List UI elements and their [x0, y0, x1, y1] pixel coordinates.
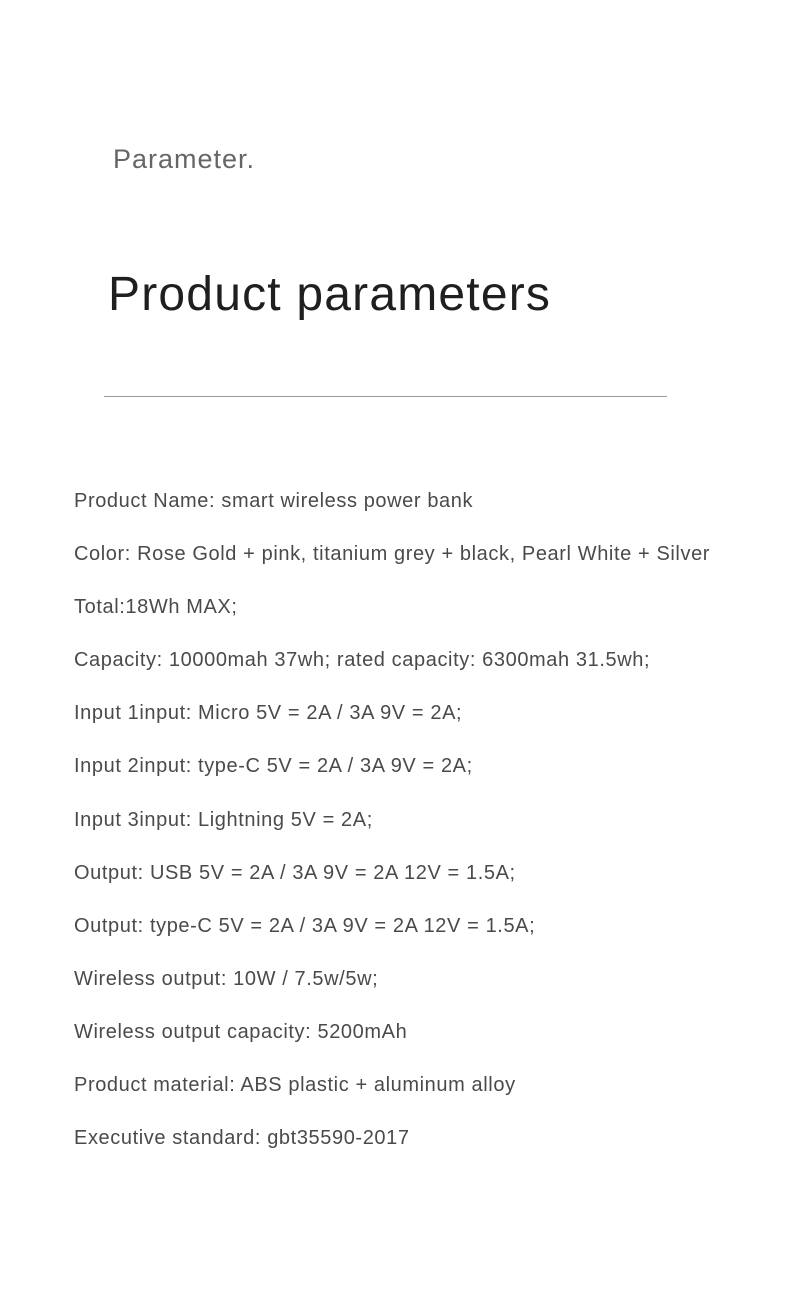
- param-output-usb: Output: USB 5V = 2A / 3A 9V = 2A 12V = 1.5A;: [74, 861, 516, 884]
- parameter-list: [74, 487, 710, 1177]
- param-total: Total:18Wh MAX;: [74, 596, 238, 619]
- param-wireless-capacity: Wireless output capacity: 5200mAh: [74, 1020, 408, 1043]
- param-wireless-output: Wireless output: 10W / 7.5w/5w;: [74, 967, 379, 990]
- section-subtitle: Parameter.: [113, 144, 256, 174]
- param-input-2: Input 2input: type-C 5V = 2A / 3A 9V = 2A;: [74, 755, 473, 778]
- param-capacity: Capacity: 10000mah 37wh; rated capacity: 6300mah 31.5wh;: [74, 649, 651, 672]
- param-color: Color: Rose Gold + pink, titanium grey + black, Pearl White + Silver: [74, 543, 711, 566]
- param-input-1: Input 1input: Micro 5V = 2A / 3A 9V = 2A;: [74, 702, 463, 725]
- title-divider: [104, 396, 667, 397]
- page-title: Product parameters: [108, 268, 552, 321]
- param-material: Product material: ABS plastic + aluminum alloy: [74, 1074, 516, 1097]
- param-input-3: Input 3input: Lightning 5V = 2A;: [74, 808, 373, 831]
- param-product-name: Product Name: smart wireless power bank: [74, 490, 474, 512]
- param-output-type-c: Output: type-C 5V = 2A / 3A 9V = 2A 12V = 1.5A;: [74, 914, 536, 937]
- param-standard: Executive standard: gbt35590-2017: [74, 1127, 410, 1150]
